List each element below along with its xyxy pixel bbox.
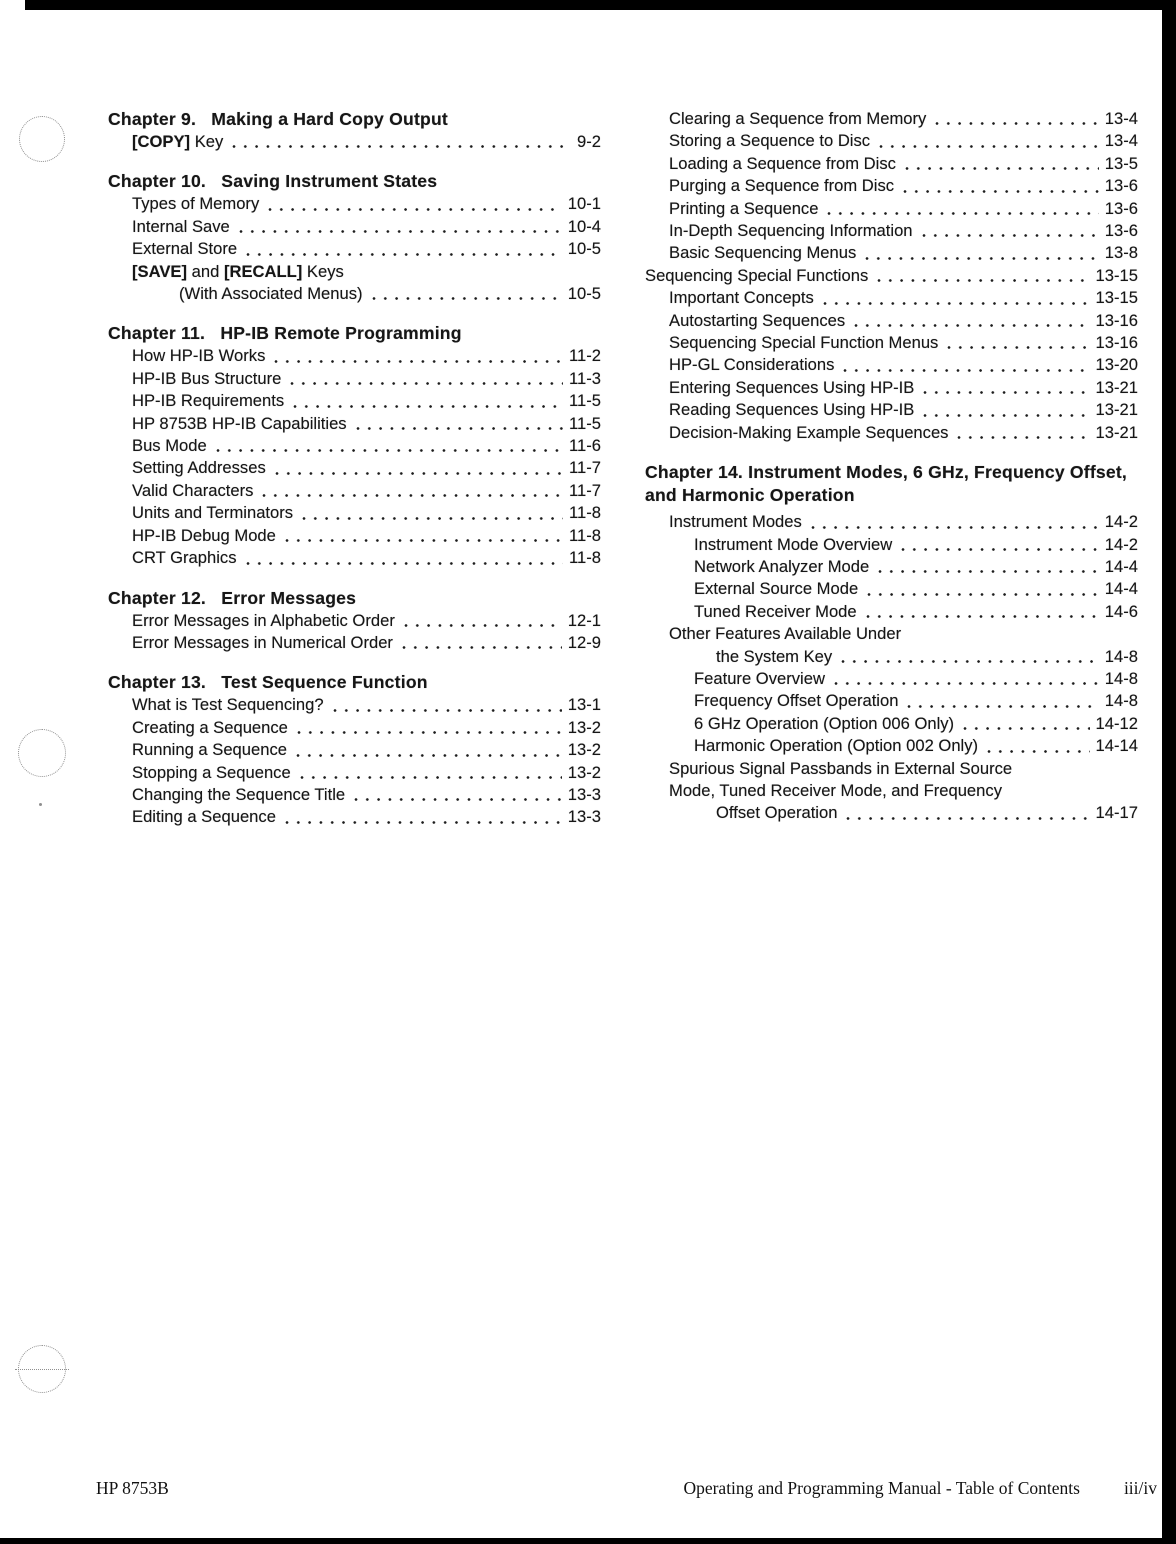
toc-entry-title: HP-GL Considerations xyxy=(669,355,835,375)
toc-entry xyxy=(108,238,601,260)
toc-entry xyxy=(645,578,1138,600)
toc-entry-page: 14-4 xyxy=(1104,556,1138,576)
toc-entry xyxy=(108,762,601,784)
dot-leader xyxy=(922,233,1099,238)
toc-entry xyxy=(108,435,601,457)
dot-leader xyxy=(293,404,563,409)
toc-entry-page: 11-6 xyxy=(569,436,601,456)
dot-leader xyxy=(923,413,1089,418)
dot-leader xyxy=(907,704,1098,709)
dot-leader xyxy=(811,525,1099,530)
toc-entry-title: Feature Overview xyxy=(694,668,825,688)
toc-entry xyxy=(645,623,1138,645)
toc-entry-title: 6 GHz Operation (Option 006 Only) xyxy=(694,713,955,733)
toc-title-segment: and xyxy=(187,261,224,281)
dot-leader xyxy=(878,569,1099,574)
toc-entry-title: What is Test Sequencing? xyxy=(132,695,324,715)
toc-title-segment: Key xyxy=(190,132,224,151)
toc-entry xyxy=(645,780,1138,802)
toc-entry-page: 11-8 xyxy=(569,525,601,545)
dot-leader xyxy=(275,471,563,476)
toc-entry-page: 13-16 xyxy=(1095,333,1138,353)
toc-entry-page: 13-1 xyxy=(567,695,601,715)
toc-entry-title: Printing a Sequence xyxy=(669,198,819,218)
dot-leader xyxy=(354,797,562,802)
toc-entry-page: 14-17 xyxy=(1095,803,1138,823)
toc-entry-page: 14-8 xyxy=(1104,691,1138,711)
toc-entry-page: 11-2 xyxy=(569,346,601,366)
toc-entry xyxy=(108,694,601,716)
toc-entry-page: 13-6 xyxy=(1104,198,1138,218)
toc-entry xyxy=(108,368,601,390)
toc-entry-title: Instrument Modes xyxy=(669,512,802,532)
dot-leader xyxy=(903,189,1099,194)
toc-section xyxy=(108,671,601,828)
toc-entry xyxy=(108,345,601,367)
toc-entry-page: 14-8 xyxy=(1104,668,1138,688)
punch-hole-line xyxy=(15,1369,69,1370)
toc-entry xyxy=(108,390,601,412)
toc-entry-title: Tuned Receiver Mode xyxy=(694,601,857,621)
toc-entry xyxy=(108,413,601,435)
dot-leader xyxy=(290,381,563,386)
toc-entry-page: 14-6 xyxy=(1104,601,1138,621)
toc-entry-title: HP-IB Bus Structure xyxy=(132,368,282,388)
toc-entry-title xyxy=(132,131,223,153)
toc-entry xyxy=(645,377,1138,399)
toc-entry xyxy=(645,175,1138,197)
dot-leader xyxy=(854,323,1089,328)
toc-entry xyxy=(108,784,601,806)
toc-entry-title: Important Concepts xyxy=(669,288,814,308)
toc-entry-page: 13-8 xyxy=(1104,243,1138,263)
dot-leader xyxy=(834,681,1099,686)
toc-entry xyxy=(645,556,1138,578)
toc-entry xyxy=(645,220,1138,242)
toc-entry-title: Network Analyzer Mode xyxy=(694,556,870,576)
chapter-heading: Chapter 14. Instrument Modes, 6 GHz, Frequency Offset, and Harmonic Operation xyxy=(645,462,1133,506)
dot-leader xyxy=(923,390,1089,395)
toc-entry-page: 13-4 xyxy=(1104,109,1138,128)
dot-leader xyxy=(239,229,562,234)
scan-edge-bar-bottom xyxy=(0,1538,1176,1544)
page-footer xyxy=(0,1478,1176,1504)
dot-leader xyxy=(246,252,562,257)
toc-section xyxy=(108,170,601,305)
scan-edge-bar-right xyxy=(1162,0,1176,1544)
toc-entry-title: Spurious Signal Passbands in External Source xyxy=(669,758,1013,778)
toc-entry xyxy=(645,690,1138,712)
toc-entry-title: Offset Operation xyxy=(716,803,838,823)
toc-entry-page: 10-1 xyxy=(567,194,601,214)
dot-leader xyxy=(216,448,563,453)
dot-leader xyxy=(285,820,562,825)
toc-entry xyxy=(645,534,1138,556)
toc-entry-page: 13-5 xyxy=(1104,153,1138,173)
toc-entry xyxy=(108,547,601,569)
toc-entry-title: In-Depth Sequencing Information xyxy=(669,221,913,241)
toc-title-segment: [SAVE] xyxy=(132,261,188,281)
toc-entry xyxy=(108,457,601,479)
footer-manual-title: Operating and Programming Manual - Table of Contents xyxy=(683,1478,1080,1498)
chapter-heading: Chapter 13. Test Sequence Function xyxy=(108,672,428,693)
dot-leader xyxy=(935,121,1098,126)
toc-entry-page: 14-2 xyxy=(1104,534,1138,554)
toc-entry xyxy=(645,601,1138,623)
dot-leader xyxy=(843,368,1089,373)
toc-entry-page: 13-15 xyxy=(1095,288,1138,308)
toc-entry-title: Bus Mode xyxy=(132,436,207,456)
toc-entry xyxy=(645,354,1138,376)
dot-leader xyxy=(285,538,563,543)
toc-entry-title: Harmonic Operation (Option 002 Only) xyxy=(694,736,979,756)
toc-section xyxy=(645,461,1138,825)
toc-title-segment: [RECALL] xyxy=(223,261,303,281)
toc-entry-page: 14-14 xyxy=(1095,736,1138,756)
dot-leader xyxy=(877,278,1089,283)
toc-entry-page: 13-4 xyxy=(1104,131,1138,151)
toc-entry xyxy=(108,525,601,547)
toc-entry-title: Clearing a Sequence from Memory xyxy=(669,109,927,128)
toc-entry xyxy=(645,802,1138,824)
scan-speck xyxy=(39,803,42,806)
dot-leader xyxy=(823,301,1090,306)
toc-entry xyxy=(108,216,601,238)
toc-entry xyxy=(645,713,1138,735)
toc-entry-title: Mode, Tuned Receiver Mode, and Frequency xyxy=(669,780,1002,800)
toc-entry xyxy=(645,287,1138,309)
toc-entry-title: Storing a Sequence to Disc xyxy=(669,131,871,151)
toc-entry xyxy=(645,646,1138,668)
toc-entry xyxy=(645,511,1138,533)
toc-entry-title: HP-IB Requirements xyxy=(132,391,285,411)
dot-leader xyxy=(268,207,562,212)
toc-entry-title: Entering Sequences Using HP-IB xyxy=(669,377,915,397)
toc-entry xyxy=(645,130,1138,152)
scan-edge-bar-top xyxy=(25,0,1176,10)
toc-entry xyxy=(108,261,601,283)
toc-entry-page: 10-5 xyxy=(567,284,601,304)
toc-entry xyxy=(108,632,601,654)
chapter-heading: Chapter 12. Error Messages xyxy=(108,587,357,608)
toc-entry-page: 13-3 xyxy=(567,784,601,804)
dot-leader xyxy=(957,435,1089,440)
toc-entry-title: Stopping a Sequence xyxy=(132,762,291,782)
toc-entry-page: 13-15 xyxy=(1095,265,1138,285)
toc-entry-title: Basic Sequencing Menus xyxy=(669,243,857,263)
toc-entry-page: 13-2 xyxy=(567,762,601,782)
dot-leader xyxy=(947,345,1089,350)
toc-entry-title: Decision-Making Example Sequences xyxy=(669,422,949,442)
dot-leader xyxy=(865,256,1099,261)
toc-entry xyxy=(645,153,1138,175)
dot-leader xyxy=(404,623,562,628)
toc-entry-title: Units and Terminators xyxy=(132,503,294,523)
chapter-heading: Chapter 9. Making a Hard Copy Output xyxy=(108,109,448,129)
toc-section xyxy=(645,108,1138,444)
toc-entry-title: How HP-IB Works xyxy=(132,346,266,366)
dot-leader xyxy=(846,816,1089,821)
toc-entry-page: 13-6 xyxy=(1104,176,1138,196)
toc-entry xyxy=(108,806,601,828)
toc-entry-page: 11-5 xyxy=(569,391,601,411)
toc-entry-title: Instrument Mode Overview xyxy=(694,534,893,554)
toc-entry-page: 13-20 xyxy=(1095,355,1138,375)
toc-entry-title: the System Key xyxy=(716,646,833,666)
toc-title-segment: [COPY] xyxy=(132,132,191,151)
dot-leader xyxy=(987,749,1089,754)
chapter-heading: Chapter 11. HP-IB Remote Programming xyxy=(108,323,462,344)
dot-leader xyxy=(879,144,1099,149)
toc-entry-page: 13-6 xyxy=(1104,221,1138,241)
toc-entry-title: (With Associated Menus) xyxy=(179,284,363,304)
toc-entry-page: 10-5 xyxy=(567,239,601,259)
toc-entry-title: HP-IB Debug Mode xyxy=(132,525,276,545)
footer-page-number: iii/iv xyxy=(1123,1478,1157,1498)
toc-entry xyxy=(645,422,1138,444)
toc-entry-title: External Store xyxy=(132,239,238,259)
toc-entry-title: CRT Graphics xyxy=(132,548,237,568)
toc-entry-page: 13-21 xyxy=(1095,422,1138,442)
dot-leader xyxy=(262,493,563,498)
dot-leader xyxy=(841,659,1099,664)
toc-entry xyxy=(645,735,1138,757)
toc-entry-title xyxy=(132,261,344,283)
toc-entry-title: HP 8753B HP-IB Capabilities xyxy=(132,413,347,433)
toc-entry-page: 12-9 xyxy=(567,632,601,652)
dot-leader xyxy=(901,547,1099,552)
toc-entry xyxy=(645,310,1138,332)
punch-hole-mark xyxy=(18,729,66,777)
toc-entry-page: 10-4 xyxy=(567,216,601,236)
toc-entry-page: 12-1 xyxy=(567,610,601,630)
dot-leader xyxy=(274,359,563,364)
toc-entry-page: 11-7 xyxy=(569,480,601,500)
toc-entry-title: Error Messages in Numerical Order xyxy=(132,632,393,652)
toc-entry-page: 11-8 xyxy=(569,548,601,568)
toc-entry-page: 13-21 xyxy=(1095,400,1138,420)
toc-entry-page: 14-12 xyxy=(1095,713,1138,733)
toc-entry-title: Setting Addresses xyxy=(132,458,266,478)
toc-entry-title: Frequency Offset Operation xyxy=(694,691,899,711)
toc-entry-page: 14-8 xyxy=(1104,646,1138,666)
toc-entry-page: 9-2 xyxy=(577,132,601,151)
toc-entry xyxy=(645,399,1138,421)
toc-entry-title: Running a Sequence xyxy=(132,740,287,760)
toc-entry-title: Other Features Available Under xyxy=(669,624,902,644)
toc-entry-page: 14-2 xyxy=(1104,512,1138,532)
dot-leader xyxy=(296,753,562,758)
toc-entry-title: External Source Mode xyxy=(694,579,859,599)
toc-entry xyxy=(645,332,1138,354)
toc-entry-page: 13-2 xyxy=(567,740,601,760)
toc-section xyxy=(108,587,601,655)
toc-entry xyxy=(108,610,601,632)
toc-entry xyxy=(645,265,1138,287)
toc-entry-title: Sequencing Special Functions xyxy=(645,265,869,285)
toc-entry-page: 13-2 xyxy=(567,717,601,737)
toc-entry-title: Sequencing Special Function Menus xyxy=(669,333,939,353)
toc-entry-page: 11-3 xyxy=(569,368,601,388)
toc-entry-page: 11-5 xyxy=(569,413,601,433)
toc-entry-page: 13-21 xyxy=(1095,377,1138,397)
punch-hole-mark xyxy=(18,1345,66,1393)
dot-leader xyxy=(297,730,562,735)
toc-column-right xyxy=(645,108,1138,825)
toc-entry-title: Editing a Sequence xyxy=(132,807,276,827)
toc-entry xyxy=(108,739,601,761)
dot-leader xyxy=(402,645,562,650)
toc-entry-page: 13-16 xyxy=(1095,310,1138,330)
dot-leader xyxy=(905,166,1099,171)
footer-model-number: HP 8753B xyxy=(96,1478,169,1498)
toc-entry-title: Changing the Sequence Title xyxy=(132,784,346,804)
dot-leader xyxy=(246,561,564,566)
toc-entry-page: 13-3 xyxy=(567,807,601,827)
toc-entry xyxy=(645,242,1138,264)
toc-entry xyxy=(108,717,601,739)
toc-entry-title: Purging a Sequence from Disc xyxy=(669,176,895,196)
toc-section xyxy=(108,108,601,153)
toc-entry-page: 11-7 xyxy=(569,458,601,478)
chapter-heading: Chapter 10. Saving Instrument States xyxy=(108,171,438,192)
toc-entry-title: Loading a Sequence from Disc xyxy=(669,153,896,173)
toc-entry-title: Creating a Sequence xyxy=(132,717,288,737)
toc-section xyxy=(108,322,601,569)
toc-entry xyxy=(645,758,1138,780)
toc-entry-title: Error Messages in Alphabetic Order xyxy=(132,610,395,630)
toc-entry xyxy=(645,198,1138,220)
toc-entry-title: Internal Save xyxy=(132,216,230,236)
dot-leader xyxy=(963,726,1089,731)
toc-entry-title: Autostarting Sequences xyxy=(669,310,846,330)
toc-entry-title: Reading Sequences Using HP-IB xyxy=(669,400,915,420)
footer-right-group xyxy=(683,1478,1157,1499)
dot-leader xyxy=(302,516,563,521)
toc-title-segment: Keys xyxy=(302,261,344,281)
toc-entry xyxy=(108,193,601,215)
dot-leader xyxy=(333,708,562,713)
toc-entry xyxy=(645,108,1138,130)
toc-column-left xyxy=(108,108,601,829)
toc-entry-title: Types of Memory xyxy=(132,194,260,214)
toc-entry xyxy=(108,283,601,305)
dot-leader xyxy=(232,144,571,149)
toc-entry-page: 11-8 xyxy=(569,503,601,523)
dot-leader xyxy=(866,614,1099,619)
dot-leader xyxy=(372,296,562,301)
toc-entry-title: Valid Characters xyxy=(132,480,254,500)
dot-leader xyxy=(867,592,1099,597)
dot-leader xyxy=(827,211,1098,216)
toc-entry-page: 14-4 xyxy=(1104,579,1138,599)
toc-entry xyxy=(108,502,601,524)
toc-entry xyxy=(108,480,601,502)
dot-leader xyxy=(356,426,563,431)
toc-entry xyxy=(108,131,601,153)
punch-hole-mark xyxy=(19,116,65,162)
toc-entry xyxy=(645,668,1138,690)
dot-leader xyxy=(300,775,562,780)
